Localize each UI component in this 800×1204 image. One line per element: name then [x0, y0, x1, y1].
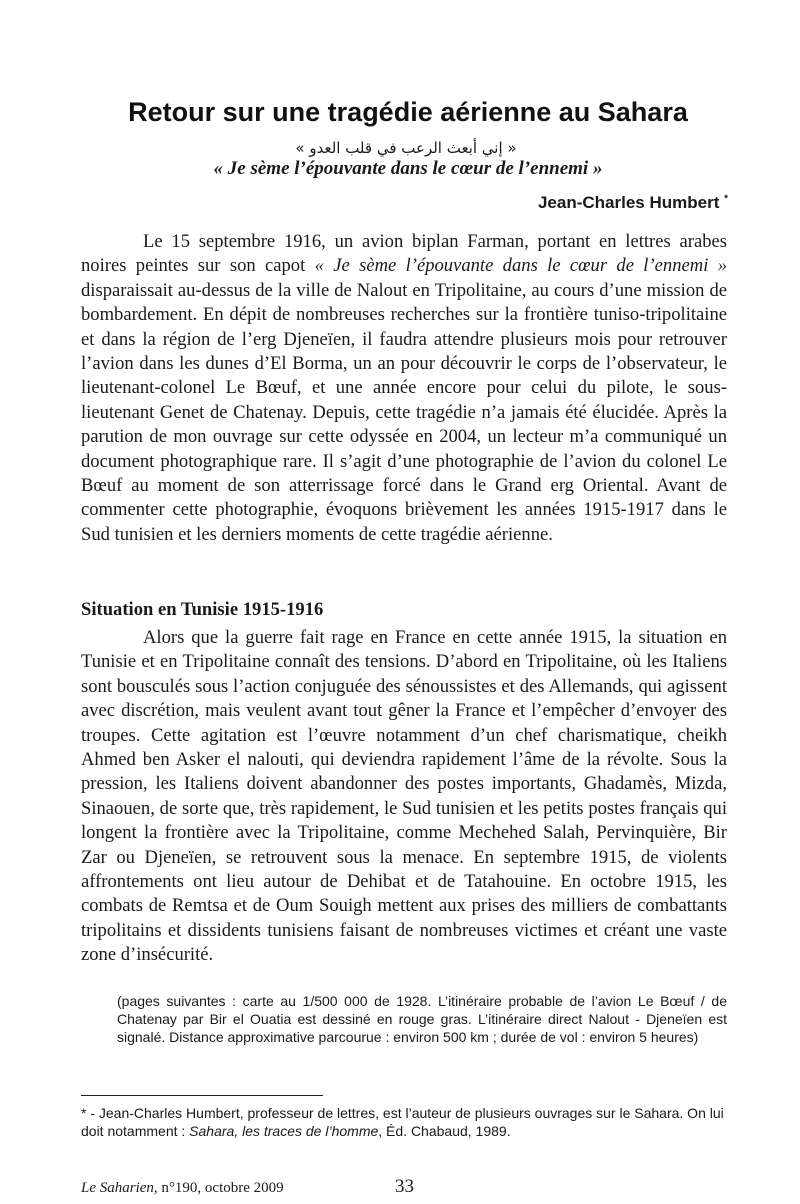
intro-text-start: Le 15 septembre 1916, un avion biplan Farman, portant en lettres arabes noires peintes sur son capot [81, 231, 727, 277]
journal-reference [81, 1180, 284, 1197]
arabic-quote: « إني أبعث الرعب في قلب العدو » [295, 139, 517, 157]
journal-name: Le Saharien [81, 1180, 154, 1196]
footnote-text-start: * - Jean-Charles Humbert, professeur de lettres, est l’auteur de plusieurs ouvrages sur le Sahara. On lui doit notamment : [81, 1105, 724, 1139]
section-heading: Situation en Tunisie 1915-1916 [81, 599, 324, 620]
footnote [81, 1104, 727, 1140]
map-caption: (pages suivantes : carte au 1/500 000 de 1928. L’itinéraire probable de l’avion Le Bœuf / de Chatenay par Bir el Ouatia est dessiné en rouge gras. L’itinéraire direct Nalout - Djeneïen est signalé. Distance approximative parcourue : environ 500 km ; durée de vol : environ 5 heures) [117, 993, 727, 1045]
section-paragraph: Alors que la guerre fait rage en France en cette année 1915, la situation en Tunisie et en Tripolitaine connaît des tensions. D’abord en Tripolitaine, où les Italiens sont bousculés sous l’action conjuguée des sénoussistes et des Allemands, qui agissent avec discrétion, mais veulent avant tout gêner la France et l’empêcher d’envoyer des troupes. Cette agitation est l’œuvre notamment d’un chef charismatique, cheikh Ahmed ben Asker el nalouti, qui deviendra rapidement l’âme de la révolte. Sous la pression, les Italiens doivent abandonner des postes importants, Ghadamès, Mizda, Sinaouen, de sorte que, très rapidement, le Sud tunisien et les petits postes français qui longent la frontière avec la Tripolitaine, comme Mechehed Salah, Pervinquière, Bir Zar ou Djeneïen, se retrouvent sous la menace. En septembre 1915, de violents affrontements ont lieu autour de Dehibat et de Tatahouine. En octobre 1915, les combats de Remtsa et de Oum Souigh mettent aux prises des milliers de combattants tripolitains et dissidents tunisiens faisant de nombreuses victimes et créant une vaste zone d’insécurité. [81, 627, 727, 966]
page-number: 33 [395, 1176, 414, 1197]
intro-quote: « Je sème l’épouvante dans le cœur de l’ennemi » [314, 255, 727, 277]
author-footnote-mark: * [724, 193, 728, 205]
intro-text-end: disparaissait au-dessus de la ville de Nalout en Tripolitaine, au cours d’une mission de bombardement. En dépit de nombreuses recherches sur la frontière tuniso-tripolitaine et dans la région de l’erg Djeneïen, il faudra attendre plusieurs mois pour retrouver l’avion dans les dunes d’El Borma, un an pour découvrir le corps de l’observateur, le lieutenant-colonel Le Bœuf, et une année encore pour celui du pilote, le sous-lieutenant Genet de Chatenay. Depuis, cette tragédie n’a jamais été élucidée. Après la parution de mon ouvrage sur cette odyssée en 2004, un lecteur m’a communiqué un document photographique rare. Il s’agit d’une photographie de l’avion du colonel Le Bœuf au moment de son atterrissage forcé dans le Grand erg Oriental. Avant de commenter cette photographie, évoquons brièvement les années 1915-1917 dans le Sud tunisien et les derniers moments de cette tragédie aérienne. [81, 279, 727, 545]
article-title: Retour sur une tragédie aérienne au Sahara [128, 97, 688, 127]
author-name-text: Jean-Charles Humbert [537, 193, 720, 212]
footnote-book-title: Sahara, les traces de l’homme [189, 1123, 379, 1139]
intro-paragraph [81, 230, 727, 547]
journal-issue: , n°190, octobre 2009 [153, 1180, 284, 1196]
article-subtitle: « Je sème l’épouvante dans le cœur de l’ennemi » [213, 158, 603, 179]
footnote-text-end: , Éd. Chabaud, 1989. [378, 1123, 511, 1139]
footnote-divider [81, 1095, 323, 1096]
author-name [538, 193, 728, 213]
